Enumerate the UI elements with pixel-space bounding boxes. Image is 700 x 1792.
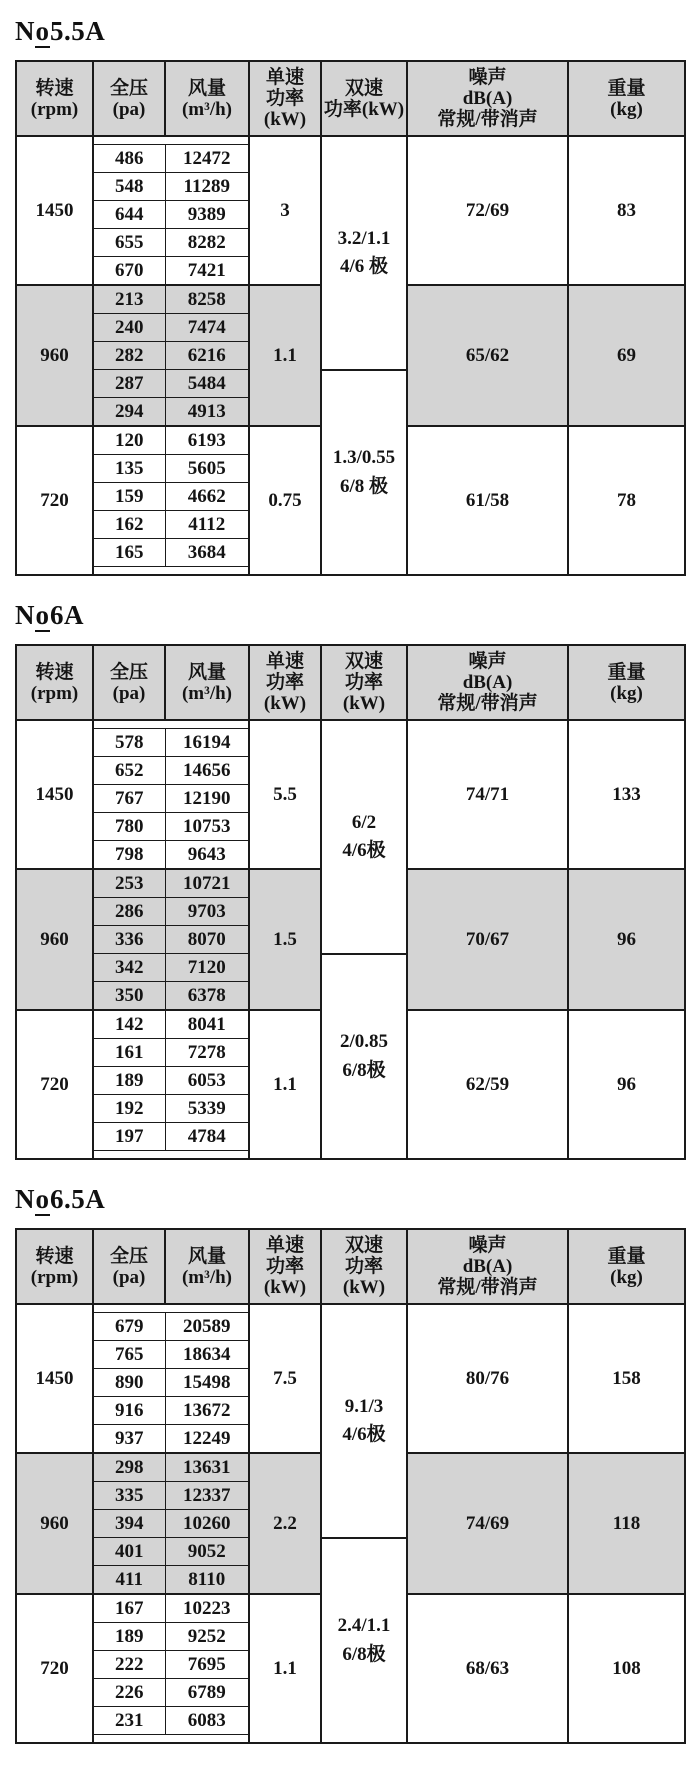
pressure-cell: 890	[93, 1369, 165, 1397]
flow-cell: 5339	[165, 1095, 249, 1123]
weight-cell: 158	[568, 1304, 685, 1453]
spec-section-no5-5a	[15, 16, 685, 576]
single-speed-power-cell: 1.1	[249, 1594, 321, 1743]
pressure-cell: 335	[93, 1482, 165, 1510]
column-header-noise-line: dB(A)	[462, 88, 513, 109]
dual-speed-power-line: 9.1/3	[344, 1395, 384, 1417]
flow-cell: 8041	[165, 1010, 249, 1039]
dual-speed-power-line: 6/8极	[342, 1643, 386, 1665]
spec-section-no6-5a	[15, 1184, 685, 1744]
table-title	[15, 600, 685, 631]
rpm-cell: 720	[16, 1594, 93, 1743]
single-speed-power-cell: 7.5	[249, 1304, 321, 1453]
column-header-noise-line: 噪声	[468, 1235, 507, 1256]
table-row	[16, 136, 685, 145]
pressure-flow-gap-cell	[93, 567, 249, 576]
header-row	[16, 1229, 685, 1304]
pressure-cell: 282	[93, 342, 165, 370]
flow-cell: 16194	[165, 729, 249, 757]
pressure-cell: 213	[93, 285, 165, 314]
column-header-weight	[568, 1229, 685, 1304]
title-model-number: 6.5A	[50, 1184, 106, 1214]
dual-speed-power-cell	[321, 136, 407, 370]
flow-cell: 13631	[165, 1453, 249, 1482]
pressure-cell: 780	[93, 813, 165, 841]
flow-cell: 9643	[165, 841, 249, 870]
flow-cell: 8110	[165, 1566, 249, 1595]
single-speed-power-cell: 1.1	[249, 1010, 321, 1159]
weight-cell: 118	[568, 1453, 685, 1594]
column-header-noise-line: 噪声	[468, 67, 507, 88]
column-header-single	[249, 645, 321, 720]
pressure-cell: 394	[93, 1510, 165, 1538]
noise-cell: 68/63	[407, 1594, 568, 1743]
pressure-cell: 411	[93, 1566, 165, 1595]
dual-speed-power-line: 2.4/1.1	[337, 1615, 391, 1636]
column-header-pa-line: (pa)	[112, 98, 146, 120]
column-header-pa	[93, 61, 165, 136]
flow-cell: 6083	[165, 1707, 249, 1735]
column-header-rpm	[16, 61, 93, 136]
table-title	[15, 1184, 685, 1215]
column-header-flow-line: 风量	[187, 1245, 226, 1267]
column-header-pa-line: 全压	[109, 661, 148, 683]
column-header-weight-line: 重量	[607, 77, 646, 99]
pressure-cell: 342	[93, 954, 165, 982]
fan-spec-table	[15, 60, 686, 576]
weight-cell: 96	[568, 869, 685, 1010]
flow-cell: 12472	[165, 145, 249, 173]
column-header-pa-line: (pa)	[112, 682, 146, 704]
flow-cell: 4662	[165, 483, 249, 511]
pressure-cell: 135	[93, 455, 165, 483]
flow-cell: 9252	[165, 1623, 249, 1651]
flow-cell: 9389	[165, 201, 249, 229]
column-header-pa	[93, 645, 165, 720]
single-speed-power-cell: 2.2	[249, 1453, 321, 1594]
flow-cell: 8282	[165, 229, 249, 257]
rpm-cell: 1450	[16, 136, 93, 285]
pressure-cell: 253	[93, 869, 165, 898]
column-header-pa-line: (pa)	[112, 1266, 146, 1288]
flow-cell: 12190	[165, 785, 249, 813]
table-row	[16, 720, 685, 729]
title-prefix: N	[15, 16, 35, 46]
column-header-single-line: (kW)	[263, 1277, 307, 1298]
column-header-weight-line: (kg)	[610, 1266, 643, 1288]
column-header-weight-line: (kg)	[610, 682, 643, 704]
pressure-flow-gap-cell	[93, 136, 249, 145]
header-row	[16, 61, 685, 136]
flow-cell: 10223	[165, 1594, 249, 1623]
title-prefix: N	[15, 600, 35, 630]
column-header-dual	[321, 1229, 407, 1304]
column-header-flow-line: 风量	[187, 661, 226, 683]
weight-cell: 83	[568, 136, 685, 285]
column-header-rpm-line: (rpm)	[30, 1266, 79, 1288]
pressure-cell: 548	[93, 173, 165, 201]
column-header-noise-line: 常规/带消声	[437, 1277, 538, 1298]
noise-cell: 74/69	[407, 1453, 568, 1594]
column-header-weight-line: 重量	[607, 661, 646, 683]
noise-cell: 62/59	[407, 1010, 568, 1159]
column-header-flow	[165, 1229, 249, 1304]
flow-cell: 7120	[165, 954, 249, 982]
dual-speed-power-cell	[321, 720, 407, 954]
column-header-flow	[165, 61, 249, 136]
flow-cell: 5484	[165, 370, 249, 398]
flow-cell: 7695	[165, 1651, 249, 1679]
fan-spec-table	[15, 1228, 686, 1744]
column-header-flow	[165, 645, 249, 720]
dual-speed-power-line: 4/6 极	[339, 256, 389, 278]
dual-speed-power-cell	[321, 370, 407, 576]
pressure-cell: 197	[93, 1123, 165, 1151]
column-header-rpm-line: 转速	[35, 77, 74, 99]
pressure-cell: 167	[93, 1594, 165, 1623]
pressure-cell: 916	[93, 1397, 165, 1425]
column-header-single-line: 单速	[265, 1235, 304, 1256]
title-underlined-o: o	[35, 16, 50, 46]
noise-cell: 65/62	[407, 285, 568, 426]
dual-speed-power-line: 6/2	[351, 811, 377, 833]
pressure-cell: 298	[93, 1453, 165, 1482]
rpm-cell: 1450	[16, 720, 93, 869]
column-header-single-line: 单速	[265, 651, 304, 672]
rpm-cell: 960	[16, 1453, 93, 1594]
column-header-noise-line: dB(A)	[462, 1256, 513, 1277]
dual-speed-power-line: 3.2/1.1	[337, 227, 391, 249]
column-header-rpm-line: 转速	[35, 661, 74, 683]
flow-cell: 4784	[165, 1123, 249, 1151]
column-header-noise	[407, 1229, 568, 1304]
noise-cell: 70/67	[407, 869, 568, 1010]
flow-cell: 8070	[165, 926, 249, 954]
column-header-single	[249, 1229, 321, 1304]
dual-speed-power-line: 4/6极	[342, 840, 386, 862]
noise-cell: 61/58	[407, 426, 568, 575]
dual-speed-power-cell	[321, 954, 407, 1160]
title-underlined-o: o	[35, 600, 50, 630]
pressure-cell: 162	[93, 511, 165, 539]
pressure-cell: 189	[93, 1623, 165, 1651]
flow-cell: 6378	[165, 982, 249, 1011]
pressure-cell: 294	[93, 398, 165, 427]
column-header-flow-line: (m³/h)	[181, 682, 233, 704]
pressure-cell: 231	[93, 1707, 165, 1735]
single-speed-power-cell: 5.5	[249, 720, 321, 869]
column-header-rpm-line: (rpm)	[30, 98, 79, 120]
flow-cell: 11289	[165, 173, 249, 201]
column-header-pa	[93, 1229, 165, 1304]
column-header-flow-line: (m³/h)	[181, 98, 233, 120]
pressure-cell: 655	[93, 229, 165, 257]
column-header-dual-line: 双速	[344, 651, 383, 672]
column-header-weight	[568, 61, 685, 136]
spec-table-wrap-no6a	[15, 644, 685, 1160]
column-header-single-line: 功率	[265, 88, 304, 109]
flow-cell: 6216	[165, 342, 249, 370]
column-header-rpm-line: (rpm)	[30, 682, 79, 704]
column-header-weight-line: 重量	[607, 1245, 646, 1267]
column-header-dual	[321, 61, 407, 136]
column-header-pa-line: 全压	[109, 77, 148, 99]
title-underlined-o: o	[35, 1184, 50, 1214]
column-header-weight-line: (kg)	[610, 98, 643, 120]
column-header-single-line: 功率	[265, 672, 304, 693]
pressure-cell: 161	[93, 1039, 165, 1067]
pressure-cell: 159	[93, 483, 165, 511]
pressure-cell: 486	[93, 145, 165, 173]
column-header-single-line: (kW)	[263, 109, 307, 130]
flow-cell: 18634	[165, 1341, 249, 1369]
pressure-cell: 222	[93, 1651, 165, 1679]
flow-cell: 20589	[165, 1313, 249, 1341]
pressure-cell: 286	[93, 898, 165, 926]
rpm-cell: 1450	[16, 1304, 93, 1453]
column-header-rpm	[16, 645, 93, 720]
column-header-dual	[321, 645, 407, 720]
column-header-dual-line: 双速	[344, 1235, 383, 1256]
flow-cell: 6193	[165, 426, 249, 455]
pressure-cell: 226	[93, 1679, 165, 1707]
dual-speed-power-cell	[321, 1538, 407, 1744]
pressure-cell: 120	[93, 426, 165, 455]
dual-speed-power-line: 4/6极	[342, 1424, 386, 1446]
pressure-flow-gap-cell	[93, 1304, 249, 1313]
pressure-cell: 189	[93, 1067, 165, 1095]
noise-cell: 80/76	[407, 1304, 568, 1453]
flow-cell: 8258	[165, 285, 249, 314]
pressure-flow-gap-cell	[93, 720, 249, 729]
weight-cell: 78	[568, 426, 685, 575]
spec-section-no6a	[15, 600, 685, 1160]
weight-cell: 69	[568, 285, 685, 426]
pressure-cell: 578	[93, 729, 165, 757]
column-header-noise-line: 常规/带消声	[437, 693, 538, 714]
column-header-dual-line: 功率(kW)	[323, 98, 405, 120]
weight-cell: 133	[568, 720, 685, 869]
single-speed-power-cell: 0.75	[249, 426, 321, 575]
flow-cell: 10753	[165, 813, 249, 841]
flow-cell: 12337	[165, 1482, 249, 1510]
flow-cell: 13672	[165, 1397, 249, 1425]
pressure-cell: 767	[93, 785, 165, 813]
dual-speed-power-line: 6/8 极	[339, 475, 389, 497]
noise-cell: 74/71	[407, 720, 568, 869]
rpm-cell: 960	[16, 285, 93, 426]
pressure-cell: 336	[93, 926, 165, 954]
flow-cell: 3684	[165, 539, 249, 567]
flow-cell: 9703	[165, 898, 249, 926]
pressure-cell: 937	[93, 1425, 165, 1454]
column-header-dual-line: 功率	[344, 672, 383, 693]
pressure-cell: 240	[93, 314, 165, 342]
flow-cell: 6789	[165, 1679, 249, 1707]
pressure-cell: 679	[93, 1313, 165, 1341]
pressure-cell: 644	[93, 201, 165, 229]
column-header-rpm	[16, 1229, 93, 1304]
pressure-cell: 652	[93, 757, 165, 785]
dual-speed-power-cell	[321, 1304, 407, 1538]
flow-cell: 7474	[165, 314, 249, 342]
pressure-cell: 798	[93, 841, 165, 870]
column-header-single-line: (kW)	[263, 693, 307, 714]
flow-cell: 15498	[165, 1369, 249, 1397]
column-header-flow-line: (m³/h)	[181, 1266, 233, 1288]
dual-speed-power-line: 1.3/0.55	[332, 447, 396, 468]
noise-cell: 72/69	[407, 136, 568, 285]
table-title	[15, 16, 685, 47]
rpm-cell: 720	[16, 1010, 93, 1159]
column-header-dual-line: 双速	[344, 77, 383, 99]
single-speed-power-cell: 3	[249, 136, 321, 285]
dual-speed-power-line: 2/0.85	[339, 1031, 389, 1052]
pressure-cell: 142	[93, 1010, 165, 1039]
dual-speed-power-line: 6/8极	[342, 1059, 386, 1081]
column-header-single-line: 单速	[265, 67, 304, 88]
weight-cell: 96	[568, 1010, 685, 1159]
pressure-cell: 165	[93, 539, 165, 567]
flow-cell: 7421	[165, 257, 249, 286]
column-header-noise-line: dB(A)	[462, 672, 513, 693]
spec-table-wrap-no5-5a	[15, 60, 685, 576]
flow-cell: 6053	[165, 1067, 249, 1095]
column-header-noise-line: 噪声	[468, 651, 507, 672]
flow-cell: 9052	[165, 1538, 249, 1566]
pressure-cell: 287	[93, 370, 165, 398]
column-header-noise	[407, 61, 568, 136]
column-header-single-line: 功率	[265, 1256, 304, 1277]
fan-spec-table	[15, 644, 686, 1160]
flow-cell: 7278	[165, 1039, 249, 1067]
flow-cell: 10260	[165, 1510, 249, 1538]
title-prefix: N	[15, 1184, 35, 1214]
column-header-dual-line: (kW)	[342, 693, 386, 714]
flow-cell: 14656	[165, 757, 249, 785]
pressure-cell: 765	[93, 1341, 165, 1369]
flow-cell: 10721	[165, 869, 249, 898]
weight-cell: 108	[568, 1594, 685, 1743]
header-row	[16, 645, 685, 720]
pressure-flow-gap-cell	[93, 1735, 249, 1744]
single-speed-power-cell: 1.5	[249, 869, 321, 1010]
column-header-noise	[407, 645, 568, 720]
pressure-cell: 670	[93, 257, 165, 286]
rpm-cell: 960	[16, 869, 93, 1010]
pressure-cell: 192	[93, 1095, 165, 1123]
pressure-cell: 401	[93, 1538, 165, 1566]
column-header-flow-line: 风量	[187, 77, 226, 99]
rpm-cell: 720	[16, 426, 93, 575]
flow-cell: 12249	[165, 1425, 249, 1454]
title-model-number: 5.5A	[50, 16, 106, 46]
spec-table-wrap-no6-5a	[15, 1228, 685, 1744]
flow-cell: 5605	[165, 455, 249, 483]
column-header-noise-line: 常规/带消声	[437, 109, 538, 130]
table-row	[16, 1304, 685, 1313]
column-header-dual-line: (kW)	[342, 1277, 386, 1298]
column-header-pa-line: 全压	[109, 1245, 148, 1267]
pressure-flow-gap-cell	[93, 1151, 249, 1160]
single-speed-power-cell: 1.1	[249, 285, 321, 426]
flow-cell: 4913	[165, 398, 249, 427]
column-header-single	[249, 61, 321, 136]
column-header-rpm-line: 转速	[35, 1245, 74, 1267]
flow-cell: 4112	[165, 511, 249, 539]
column-header-weight	[568, 645, 685, 720]
column-header-dual-line: 功率	[344, 1256, 383, 1277]
title-model-number: 6A	[50, 600, 84, 630]
pressure-cell: 350	[93, 982, 165, 1011]
